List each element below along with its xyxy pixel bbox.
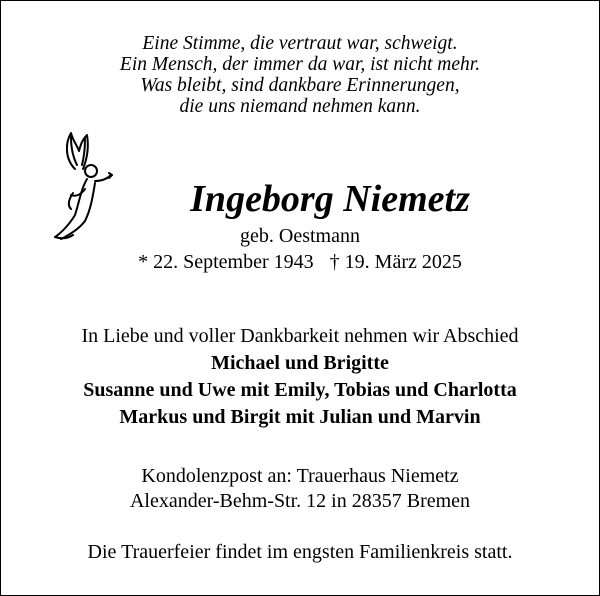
- condolence-line-1: Kondolenzpost an: Trauerhaus Niemetz: [141, 465, 459, 487]
- birth-name: geb. Oestmann: [240, 225, 360, 247]
- poem-line-3: Was bleibt, sind dankbare Erinnerungen,: [140, 75, 460, 96]
- life-dates: [1, 251, 599, 274]
- deceased-name: Ingeborg Niemetz: [190, 178, 470, 220]
- farewell-intro: In Liebe und voller Dankbarkeit nehmen wir Abschied: [81, 325, 519, 347]
- death-date: † 19. März 2025: [329, 251, 462, 273]
- poem-line-1: Eine Stimme, die vertraut war, schweigt.: [142, 33, 458, 54]
- poem-line-2: Ein Mensch, der immer da war, ist nicht mehr.: [119, 54, 481, 75]
- poem-line-4: die uns niemand nehmen kann.: [179, 96, 421, 117]
- funeral-note: Die Trauerfeier findet im engsten Familienkreis statt.: [87, 541, 513, 563]
- condolence-address: Alexander-Behm-Str. 12 in 28357 Bremen: [129, 490, 471, 512]
- mourner-line-1: Michael und Brigitte: [211, 352, 389, 374]
- mourner-line-3: Markus und Birgit mit Julian und Marvin: [119, 406, 481, 428]
- mourner-line-2: Susanne und Uwe mit Emily, Tobias und Charlotta: [83, 379, 517, 401]
- birth-date: * 22. September 1943: [138, 251, 314, 273]
